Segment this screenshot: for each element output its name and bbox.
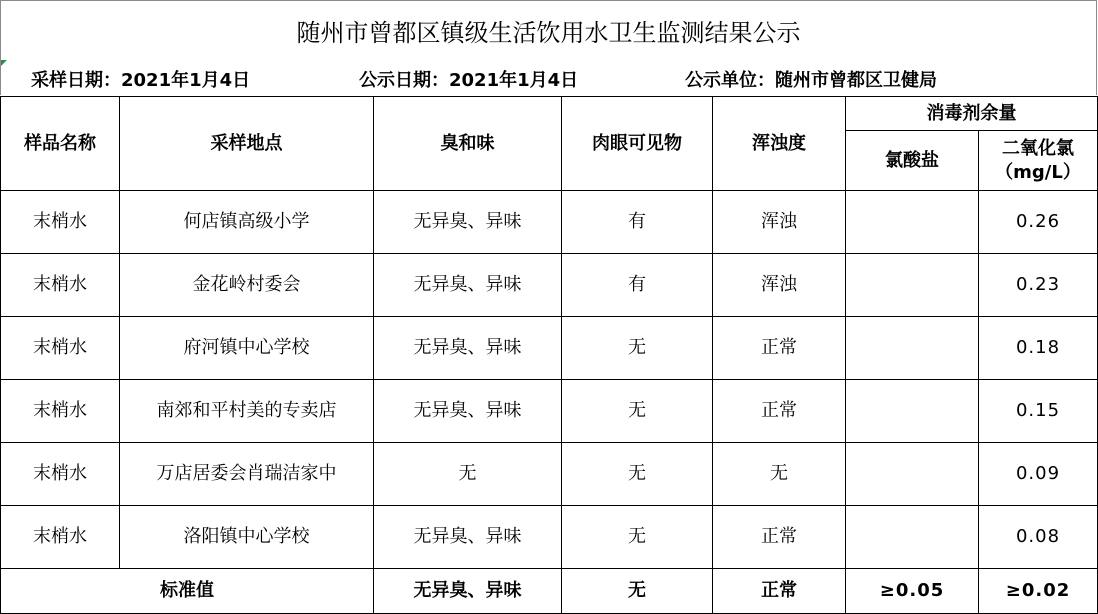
data-rows xyxy=(1,191,1098,569)
header-sample-name: 样品名称 xyxy=(1,97,120,191)
visible-cell: 无 xyxy=(562,380,713,443)
visible-cell: 有 xyxy=(562,254,713,317)
standard-visible: 无 xyxy=(562,569,713,614)
table-row xyxy=(1,254,1098,317)
turbidity-cell: 浑浊 xyxy=(713,191,846,254)
location-cell: 洛阳镇中心学校 xyxy=(120,506,374,569)
odor-cell: 无异臭、异味 xyxy=(374,254,562,317)
table-row xyxy=(1,191,1098,254)
turbidity-cell: 正常 xyxy=(713,317,846,380)
results-table xyxy=(0,96,1098,614)
header-turbidity: 浑浊度 xyxy=(713,97,846,191)
sample-name-cell: 末梢水 xyxy=(1,254,120,317)
publish-date: 公示日期：2021年1月4日 xyxy=(359,70,579,91)
header-chlorine-dioxide xyxy=(979,131,1098,191)
chlorate-cell xyxy=(846,380,979,443)
clo2-cell: 0.09 xyxy=(979,443,1098,506)
clo2-cell: 0.18 xyxy=(979,317,1098,380)
sample-date: 采样日期：2021年1月4日 xyxy=(31,70,251,91)
clo2-cell: 0.26 xyxy=(979,191,1098,254)
chlorate-cell xyxy=(846,443,979,506)
header-chlorate: 氯酸盐 xyxy=(846,131,979,191)
location-cell: 万店居委会肖瑞洁家中 xyxy=(120,443,374,506)
header-visible: 肉眼可见物 xyxy=(562,97,713,191)
standard-odor: 无异臭、异味 xyxy=(374,569,562,614)
sample-name-cell: 末梢水 xyxy=(1,380,120,443)
header-unit: （mg/L） xyxy=(995,161,1081,183)
odor-cell: 无异臭、异味 xyxy=(374,506,562,569)
chlorate-cell xyxy=(846,191,979,254)
table-row xyxy=(1,443,1098,506)
header-location: 采样地点 xyxy=(120,97,374,191)
sample-name-cell: 末梢水 xyxy=(1,443,120,506)
turbidity-cell: 正常 xyxy=(713,506,846,569)
chlorate-cell xyxy=(846,254,979,317)
visible-cell: 无 xyxy=(562,317,713,380)
odor-cell: 无异臭、异味 xyxy=(374,191,562,254)
sample-name-cell: 末梢水 xyxy=(1,506,120,569)
visible-cell: 无 xyxy=(562,506,713,569)
page-title: 随州市曾都区镇级生活饮用水卫生监测结果公示 xyxy=(0,0,1097,59)
header-row xyxy=(1,97,1098,131)
meta-row xyxy=(0,59,1097,95)
chlorate-cell xyxy=(846,317,979,380)
odor-cell: 无 xyxy=(374,443,562,506)
visible-cell: 无 xyxy=(562,443,713,506)
sample-name-cell: 末梢水 xyxy=(1,317,120,380)
table-row xyxy=(1,317,1098,380)
clo2-cell: 0.15 xyxy=(979,380,1098,443)
location-cell: 金花岭村委会 xyxy=(120,254,374,317)
standard-chlorate: ≥0.05 xyxy=(846,569,979,614)
standard-label: 标准值 xyxy=(1,569,374,614)
location-cell: 府河镇中心学校 xyxy=(120,317,374,380)
turbidity-cell: 正常 xyxy=(713,380,846,443)
table-row xyxy=(1,380,1098,443)
location-cell: 何店镇高级小学 xyxy=(120,191,374,254)
table-row xyxy=(1,506,1098,569)
publisher: 公示单位：随州市曾都区卫健局 xyxy=(685,70,937,91)
odor-cell: 无异臭、异味 xyxy=(374,380,562,443)
visible-cell: 有 xyxy=(562,191,713,254)
standard-clo2: ≥0.02 xyxy=(979,569,1098,614)
turbidity-cell: 浑浊 xyxy=(713,254,846,317)
clo2-cell: 0.08 xyxy=(979,506,1098,569)
location-cell: 南郊和平村美的专卖店 xyxy=(120,380,374,443)
odor-cell: 无异臭、异味 xyxy=(374,317,562,380)
header-odor: 臭和味 xyxy=(374,97,562,191)
header-chlorine-dioxide-label: 二氧化氯 xyxy=(1002,138,1074,160)
turbidity-cell: 无 xyxy=(713,443,846,506)
standard-turbidity: 正常 xyxy=(713,569,846,614)
header-disinfectant: 消毒剂余量 xyxy=(846,97,1098,131)
standard-row xyxy=(1,569,1098,614)
sample-name-cell: 末梢水 xyxy=(1,191,120,254)
clo2-cell: 0.23 xyxy=(979,254,1098,317)
chlorate-cell xyxy=(846,506,979,569)
